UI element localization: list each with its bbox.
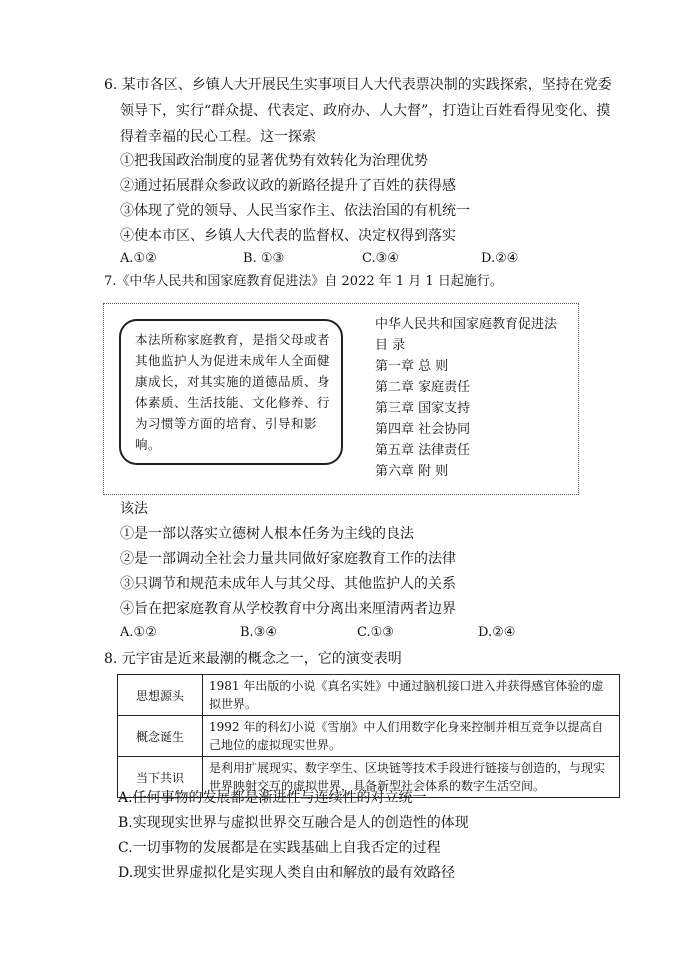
q6-options <box>0 250 688 270</box>
table-row <box>118 716 620 757</box>
q7-item-2: ②是一部调动全社会力量共同做好家庭教育工作的法律 <box>120 551 456 567</box>
q7-item-1: ①是一部以落实立德树人根本任务为主线的良法 <box>120 526 414 542</box>
q7-options <box>0 624 688 644</box>
q6-option-a[interactable]: A.①② <box>120 251 157 266</box>
q7-table-of-contents <box>375 314 557 482</box>
row-key: 概念诞生 <box>118 716 203 757</box>
q7-quote-text: 本法所称家庭教育，是指父母或者其他监护人为促进未成年人全面健康成长，对其实施的道德品质、身体素质、生活技能、文化修养、行为习惯等方面的培育、引导和影响。 <box>135 332 331 452</box>
q8-option-b[interactable]: B.实现现实世界与虚拟世界交互融合是人的创造性的体现 <box>118 815 469 831</box>
q6-item-4: ④使本市区、乡镇人大代表的监督权、决定权得到落实 <box>120 228 456 244</box>
toc-title: 中华人民共和国家庭教育促进法 <box>375 317 558 332</box>
row-key: 当下共识 <box>118 757 203 798</box>
q7-stem: 7.《中华人民共和国家庭教育促进法》自 2022 年 1 月 1 日起施行。 <box>104 274 503 289</box>
toc-chapter-3: 第三章 国家支持 <box>375 401 471 416</box>
row-value: 1981 年出版的小说《真名实姓》中通过脑机接口进入并获得感官体验的虚拟世界。 <box>203 675 620 716</box>
toc-chapter-4: 第四章 社会协同 <box>375 422 471 437</box>
q8-evolution-table <box>117 674 620 798</box>
toc-heading: 目 录 <box>375 338 406 353</box>
table-row <box>118 675 620 716</box>
q6-item-3: ③体现了党的领导、人民当家作主、依法治国的有机统一 <box>120 203 470 219</box>
q6-option-d[interactable]: D.②④ <box>481 251 519 266</box>
q8-option-c[interactable]: C.一切事物的发展都是在实践基础上自我否定的过程 <box>118 840 441 856</box>
q7-option-b[interactable]: B.③④ <box>240 625 277 640</box>
toc-chapter-6: 第六章 附 则 <box>375 464 449 479</box>
q6-option-c[interactable]: C.③④ <box>362 251 399 266</box>
toc-chapter-5: 第五章 法律责任 <box>375 443 471 458</box>
row-value: 1992 年的科幻小说《雪崩》中人们用数字化身来控制并相互竞争以提高自己地位的虚拟现实世界。 <box>203 716 620 757</box>
q7-lead: 该法 <box>120 501 148 517</box>
toc-chapter-1: 第一章 总 则 <box>375 359 449 374</box>
q7-item-4: ④旨在把家庭教育从学校教育中分离出来厘清两者边界 <box>120 601 456 617</box>
toc-chapter-2: 第二章 家庭责任 <box>375 380 471 395</box>
q7-item-3: ③只调节和规范未成年人与其父母、其他监护人的关系 <box>120 576 456 592</box>
q7-option-a[interactable]: A.①② <box>120 625 157 640</box>
q8-stem: 8. 元宇宙是近来最潮的概念之一，它的演变表明 <box>104 651 402 667</box>
q6-stem-line-3: 得着幸福的民心工程。这一探索 <box>120 129 316 145</box>
q6-item-1: ①把我国政治制度的显著优势有效转化为治理优势 <box>120 153 428 169</box>
q6-stem-line-1: 6. 某市各区、乡镇人大开展民生实事项目人大代表票决制的实践探索，坚持在党委 <box>104 77 612 93</box>
row-value: 是利用扩展现实、数字孪生、区块链等技术手段进行链接与创造的，与现实世界映射交互的虚拟世界，具备新型社会体系的数字生活空间。 <box>203 757 620 798</box>
q7-quote-box <box>119 319 343 465</box>
row-key: 思想源头 <box>118 675 203 716</box>
q6-stem-line-2: 领导下，实行“群众提、代表定、政府办、人大督”，打造让百姓看得见变化、摸 <box>120 103 611 119</box>
q8-option-d[interactable]: D.现实世界虚拟化是实现人类自由和解放的最有效路径 <box>118 865 456 881</box>
q6-item-2: ②通过拓展群众参政议政的新路径提升了百姓的获得感 <box>120 178 456 194</box>
q7-option-d[interactable]: D.②④ <box>478 625 516 640</box>
q7-option-c[interactable]: C.①③ <box>357 625 394 640</box>
q8-option-a[interactable]: A.任何事物的发展都是渐进性与连续性的对立统一 <box>118 790 427 806</box>
q6-option-b[interactable]: B. ①③ <box>243 251 285 266</box>
